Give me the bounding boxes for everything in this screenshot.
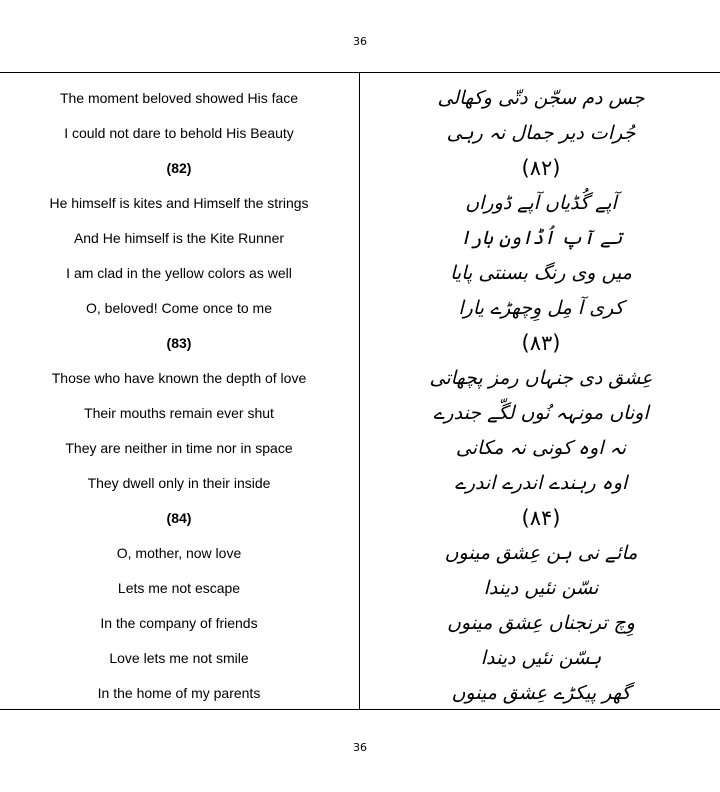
- urdu-verse-line: جُرات دیر جمال نہ رہی: [446, 121, 636, 144]
- english-column: [0, 80, 358, 704]
- urdu-verse-line: مائے نی ہن عِشق مینوں: [444, 541, 638, 564]
- urdu-verse-line: جس دم سجّن دتّی وکھالی: [437, 86, 645, 109]
- english-verse-line: O, mother, now love: [116, 544, 242, 561]
- english-verse-line: They are neither in time nor in space: [65, 439, 293, 456]
- top-rule: [0, 72, 720, 73]
- english-verse-line: The moment beloved showed His face: [59, 89, 299, 106]
- english-stanza-number: (83): [166, 334, 192, 351]
- urdu-stanza-number: (۸۴): [521, 505, 561, 530]
- urdu-verse-line: تے آپ اُڈاون ہارا: [459, 226, 623, 249]
- urdu-verse-line: عِشق دی جنہاں رمز پچھاتی: [429, 366, 653, 389]
- urdu-verse-line: میں وی رنگ بسنتی پایا: [450, 261, 632, 284]
- english-verse-line: And He himself is the Kite Runner: [73, 229, 285, 246]
- urdu-stanza-number: (۸۲): [521, 155, 561, 180]
- column-divider: [359, 72, 360, 710]
- urdu-column: [362, 80, 720, 704]
- urdu-verse-line: وِچ ترنجناں عِشق مینوں: [447, 611, 635, 634]
- english-verse-line: Love lets me not smile: [109, 649, 249, 666]
- urdu-verse-line: اوہ رہندے اندرے اندرے: [454, 471, 628, 494]
- english-verse-line: I am clad in the yellow colors as well: [66, 264, 292, 281]
- urdu-verse-line: ہسّن نئیں دیندا: [480, 646, 602, 669]
- english-verse-line: Those who have known the depth of love: [51, 369, 307, 386]
- urdu-verse-line: نسّن نئیں دیندا: [483, 576, 599, 599]
- english-verse-line: He himself is kites and Himself the strings: [49, 194, 309, 211]
- english-verse-line: Lets me not escape: [117, 579, 241, 596]
- english-verse-line: O, beloved! Come once to me: [86, 299, 272, 316]
- page-number-top: 36: [353, 35, 367, 48]
- english-verse-line: Their mouths remain ever shut: [84, 404, 274, 421]
- urdu-verse-line: اوناں مونہہ نُوں لگّے جندرے: [433, 401, 649, 424]
- english-verse-line: In the company of friends: [100, 614, 258, 631]
- english-verse-line: In the home of my parents: [97, 684, 261, 701]
- english-verse-line: I could not dare to behold His Beauty: [64, 124, 294, 141]
- english-verse-line: They dwell only in their inside: [87, 474, 271, 491]
- bottom-rule: [0, 709, 720, 710]
- urdu-verse-line: آپے گُڈیاں آپے ڈوراں: [465, 191, 617, 214]
- english-stanza-number: (82): [166, 159, 192, 176]
- english-stanza-number: (84): [166, 509, 192, 526]
- urdu-verse-line: کری آ مِل وِچھڑے یارا: [458, 296, 624, 319]
- urdu-verse-line: گھر پیکڑے عِشق مینوں: [451, 681, 631, 704]
- urdu-stanza-number: (۸۳): [521, 330, 561, 355]
- page-number-bottom: 36: [353, 741, 367, 754]
- urdu-verse-line: نہ اوہ کونی نہ مکانی: [455, 436, 627, 459]
